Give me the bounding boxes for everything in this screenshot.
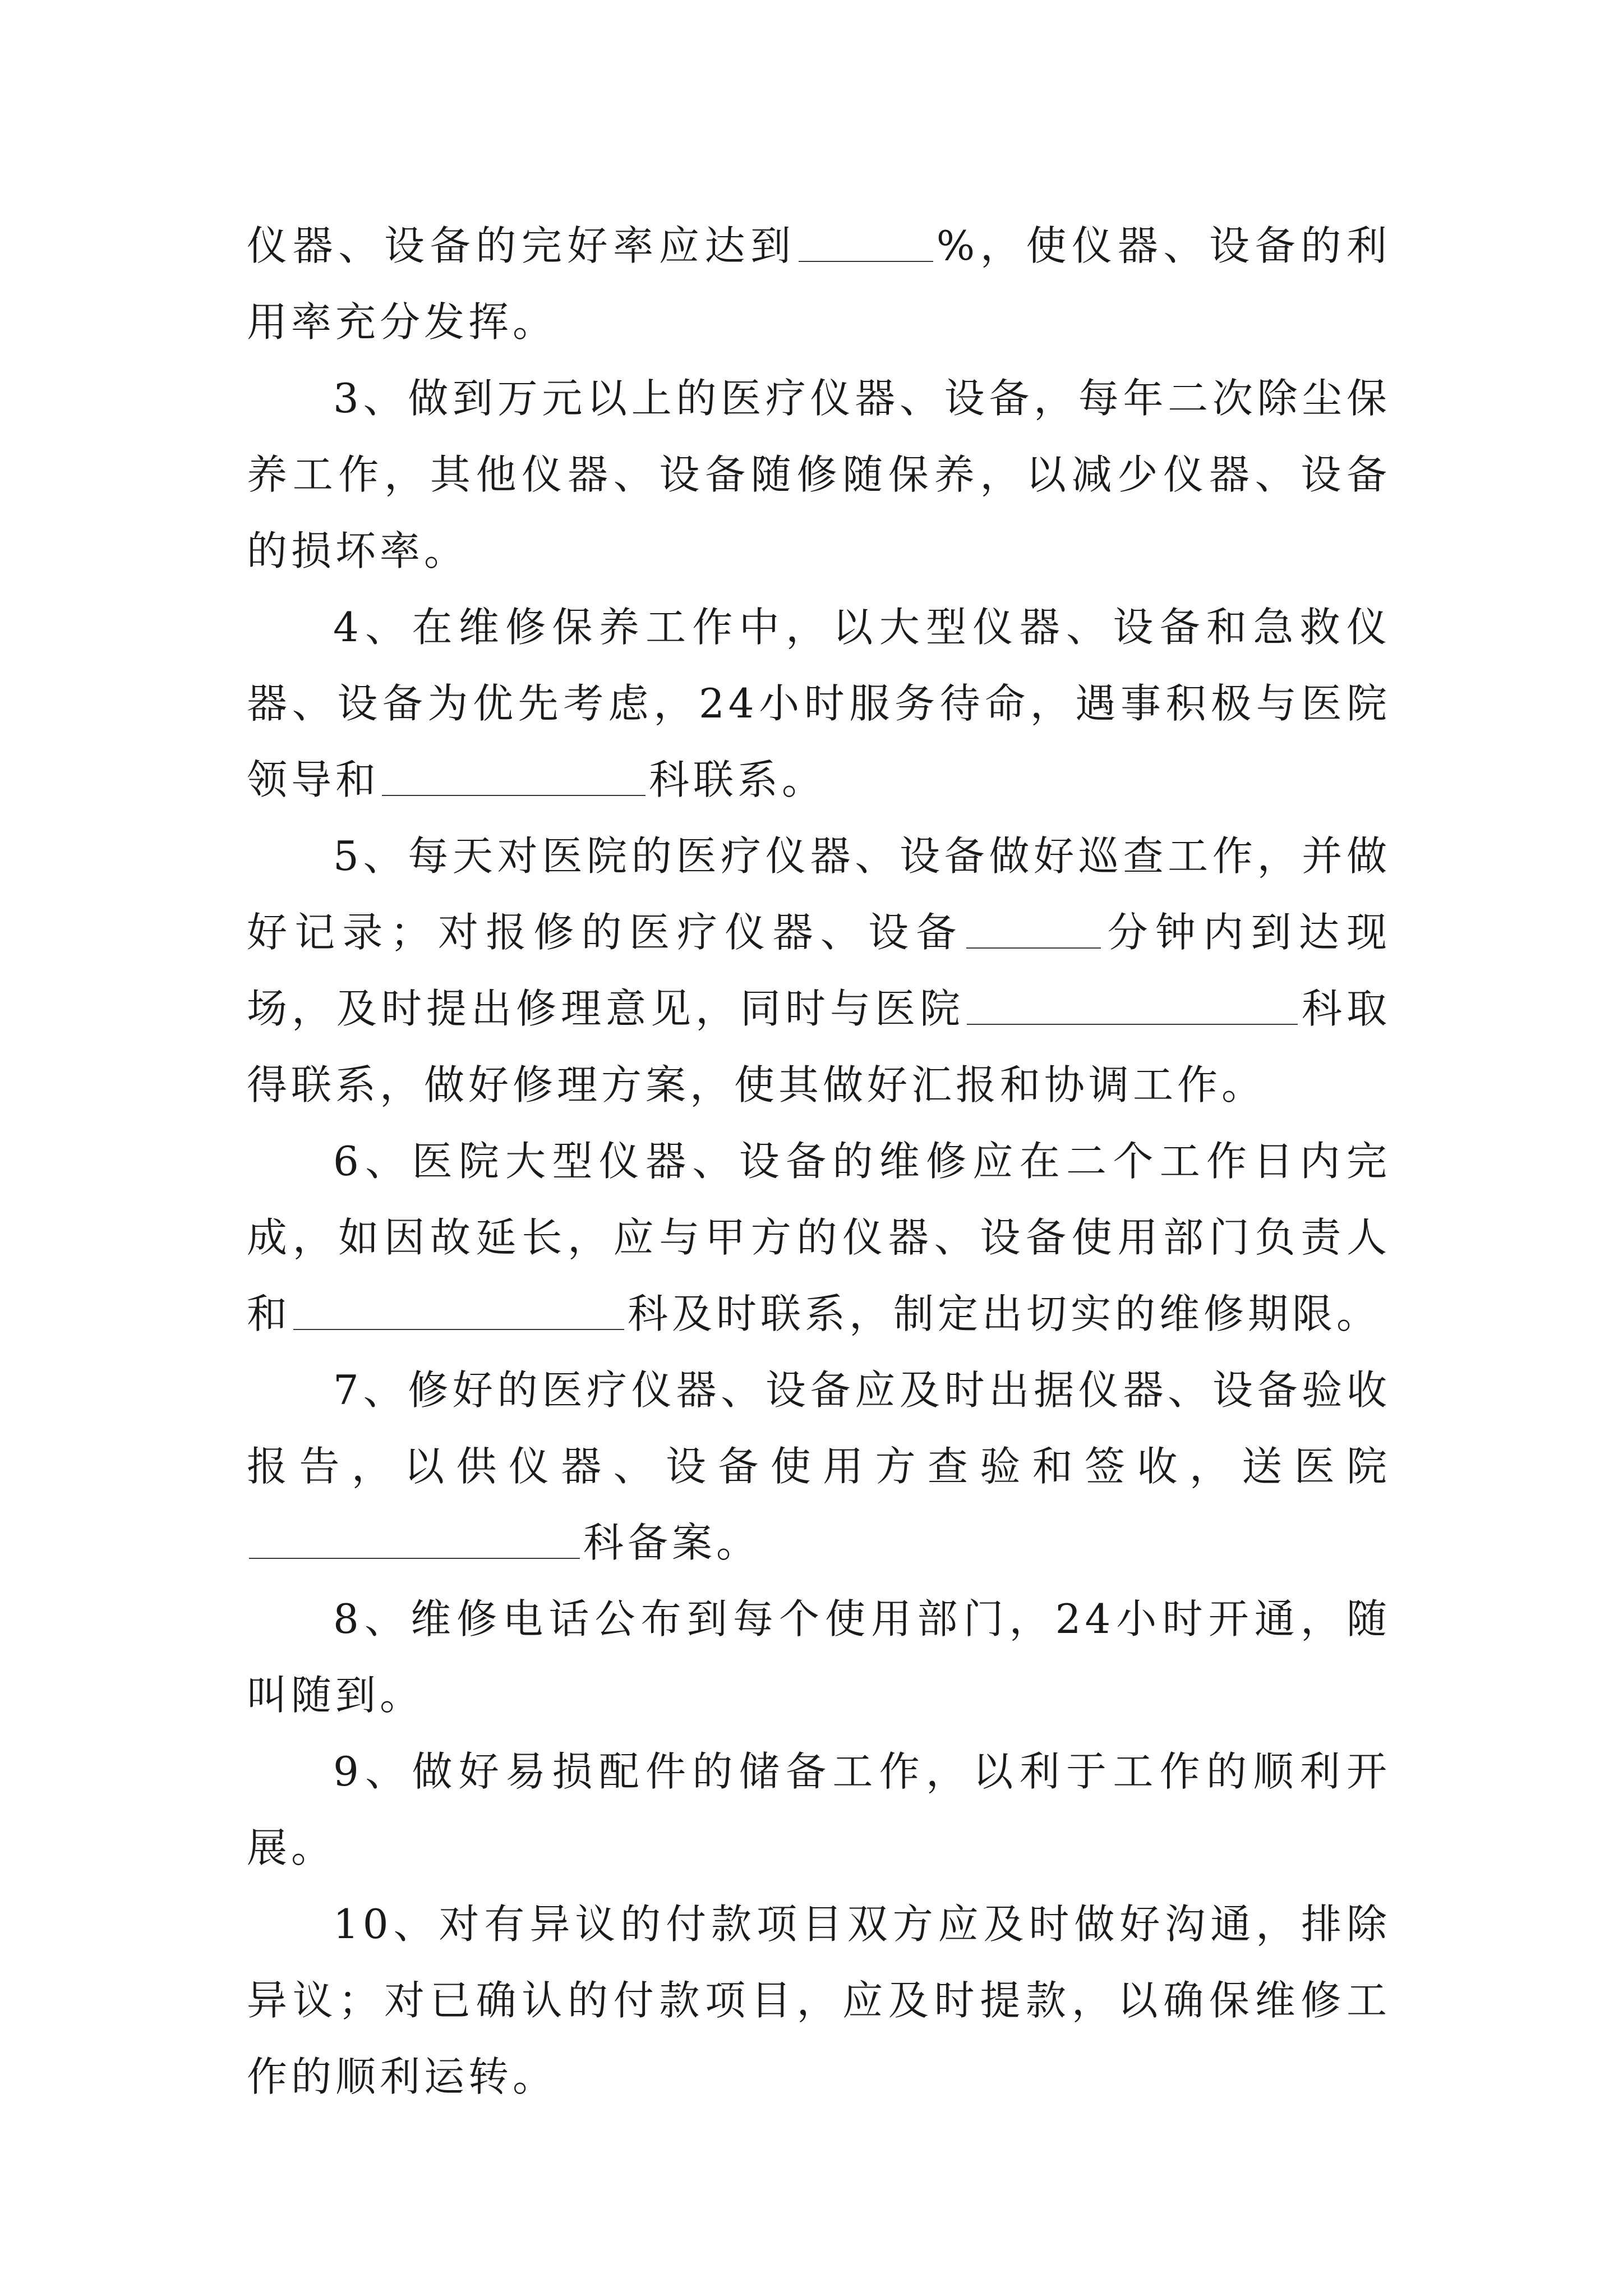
paragraph-item-5	[247, 818, 1391, 1123]
paragraph-2-continuation	[247, 208, 1391, 360]
document-body	[247, 208, 1391, 2115]
paragraph-text: 科取得联系，做好修理方案，使其做好汇报和协调工作。	[247, 985, 1391, 1108]
paragraph-text: 科及时联系，制定出切实的维修期限。	[628, 1290, 1381, 1337]
paragraph-item-9	[247, 1733, 1391, 1886]
paragraph-text: 9、做好易损配件的储备工作，以利于工作的顺利开展。	[247, 1748, 1391, 1871]
fill-in-blank	[382, 761, 645, 796]
paragraph-text: %，使仪器、设备的利用率充分发挥。	[247, 222, 1391, 346]
fill-in-blank	[966, 914, 1101, 949]
paragraph-text: 科备案。	[583, 1519, 761, 1566]
paragraph-text: 8、维修电话公布到每个使用部门，24小时开通，随叫随到。	[247, 1595, 1391, 1719]
paragraph-text: 10、对有异议的付款项目双方应及时做好沟通，排除异议；对已确认的付款项目，应及时提款，以确保维修工作的顺利运转。	[247, 1901, 1391, 2100]
paragraph-item-8	[247, 1581, 1391, 1733]
paragraph-item-7	[247, 1352, 1391, 1581]
fill-in-blank	[293, 1295, 624, 1330]
paragraph-item-10	[247, 1886, 1391, 2115]
paragraph-item-4	[247, 589, 1391, 818]
paragraph-text: 7、修好的医疗仪器、设备应及时出据仪器、设备验收报告，以供仪器、设备使用方查验和签收，送医院	[247, 1366, 1391, 1490]
fill-in-blank	[967, 990, 1298, 1025]
paragraph-text: 6、医院大型仪器、设备的维修应在二个工作日内完成，如因故延长，应与甲方的仪器、设备使用部门负责人和	[247, 1138, 1391, 1337]
paragraph-item-3	[247, 360, 1391, 589]
paragraph-text: 3、做到万元以上的医疗仪器、设备，每年二次除尘保养工作，其他仪器、设备随修随保养，以减少仪器、设备的损坏率。	[247, 375, 1391, 574]
paragraph-text: 5、每天对医院的医疗仪器、设备做好巡查工作，并做好记录；对报修的医疗仪器、设备	[247, 832, 1391, 956]
fill-in-blank	[799, 227, 933, 262]
paragraph-text: 4、在维修保养工作中，以大型仪器、设备和急救仪器、设备为优先考虑，24小时服务待命，遇事积极与医院领导和	[247, 604, 1391, 803]
paragraph-text: 科联系。	[649, 756, 827, 803]
paragraph-text: 仪器、设备的完好率应达到	[247, 222, 796, 269]
paragraph-item-6	[247, 1123, 1391, 1352]
paragraph-text: 分钟内到达现场，及时提出修理意见，同时与医院	[247, 909, 1391, 1032]
fill-in-blank	[249, 1524, 580, 1559]
